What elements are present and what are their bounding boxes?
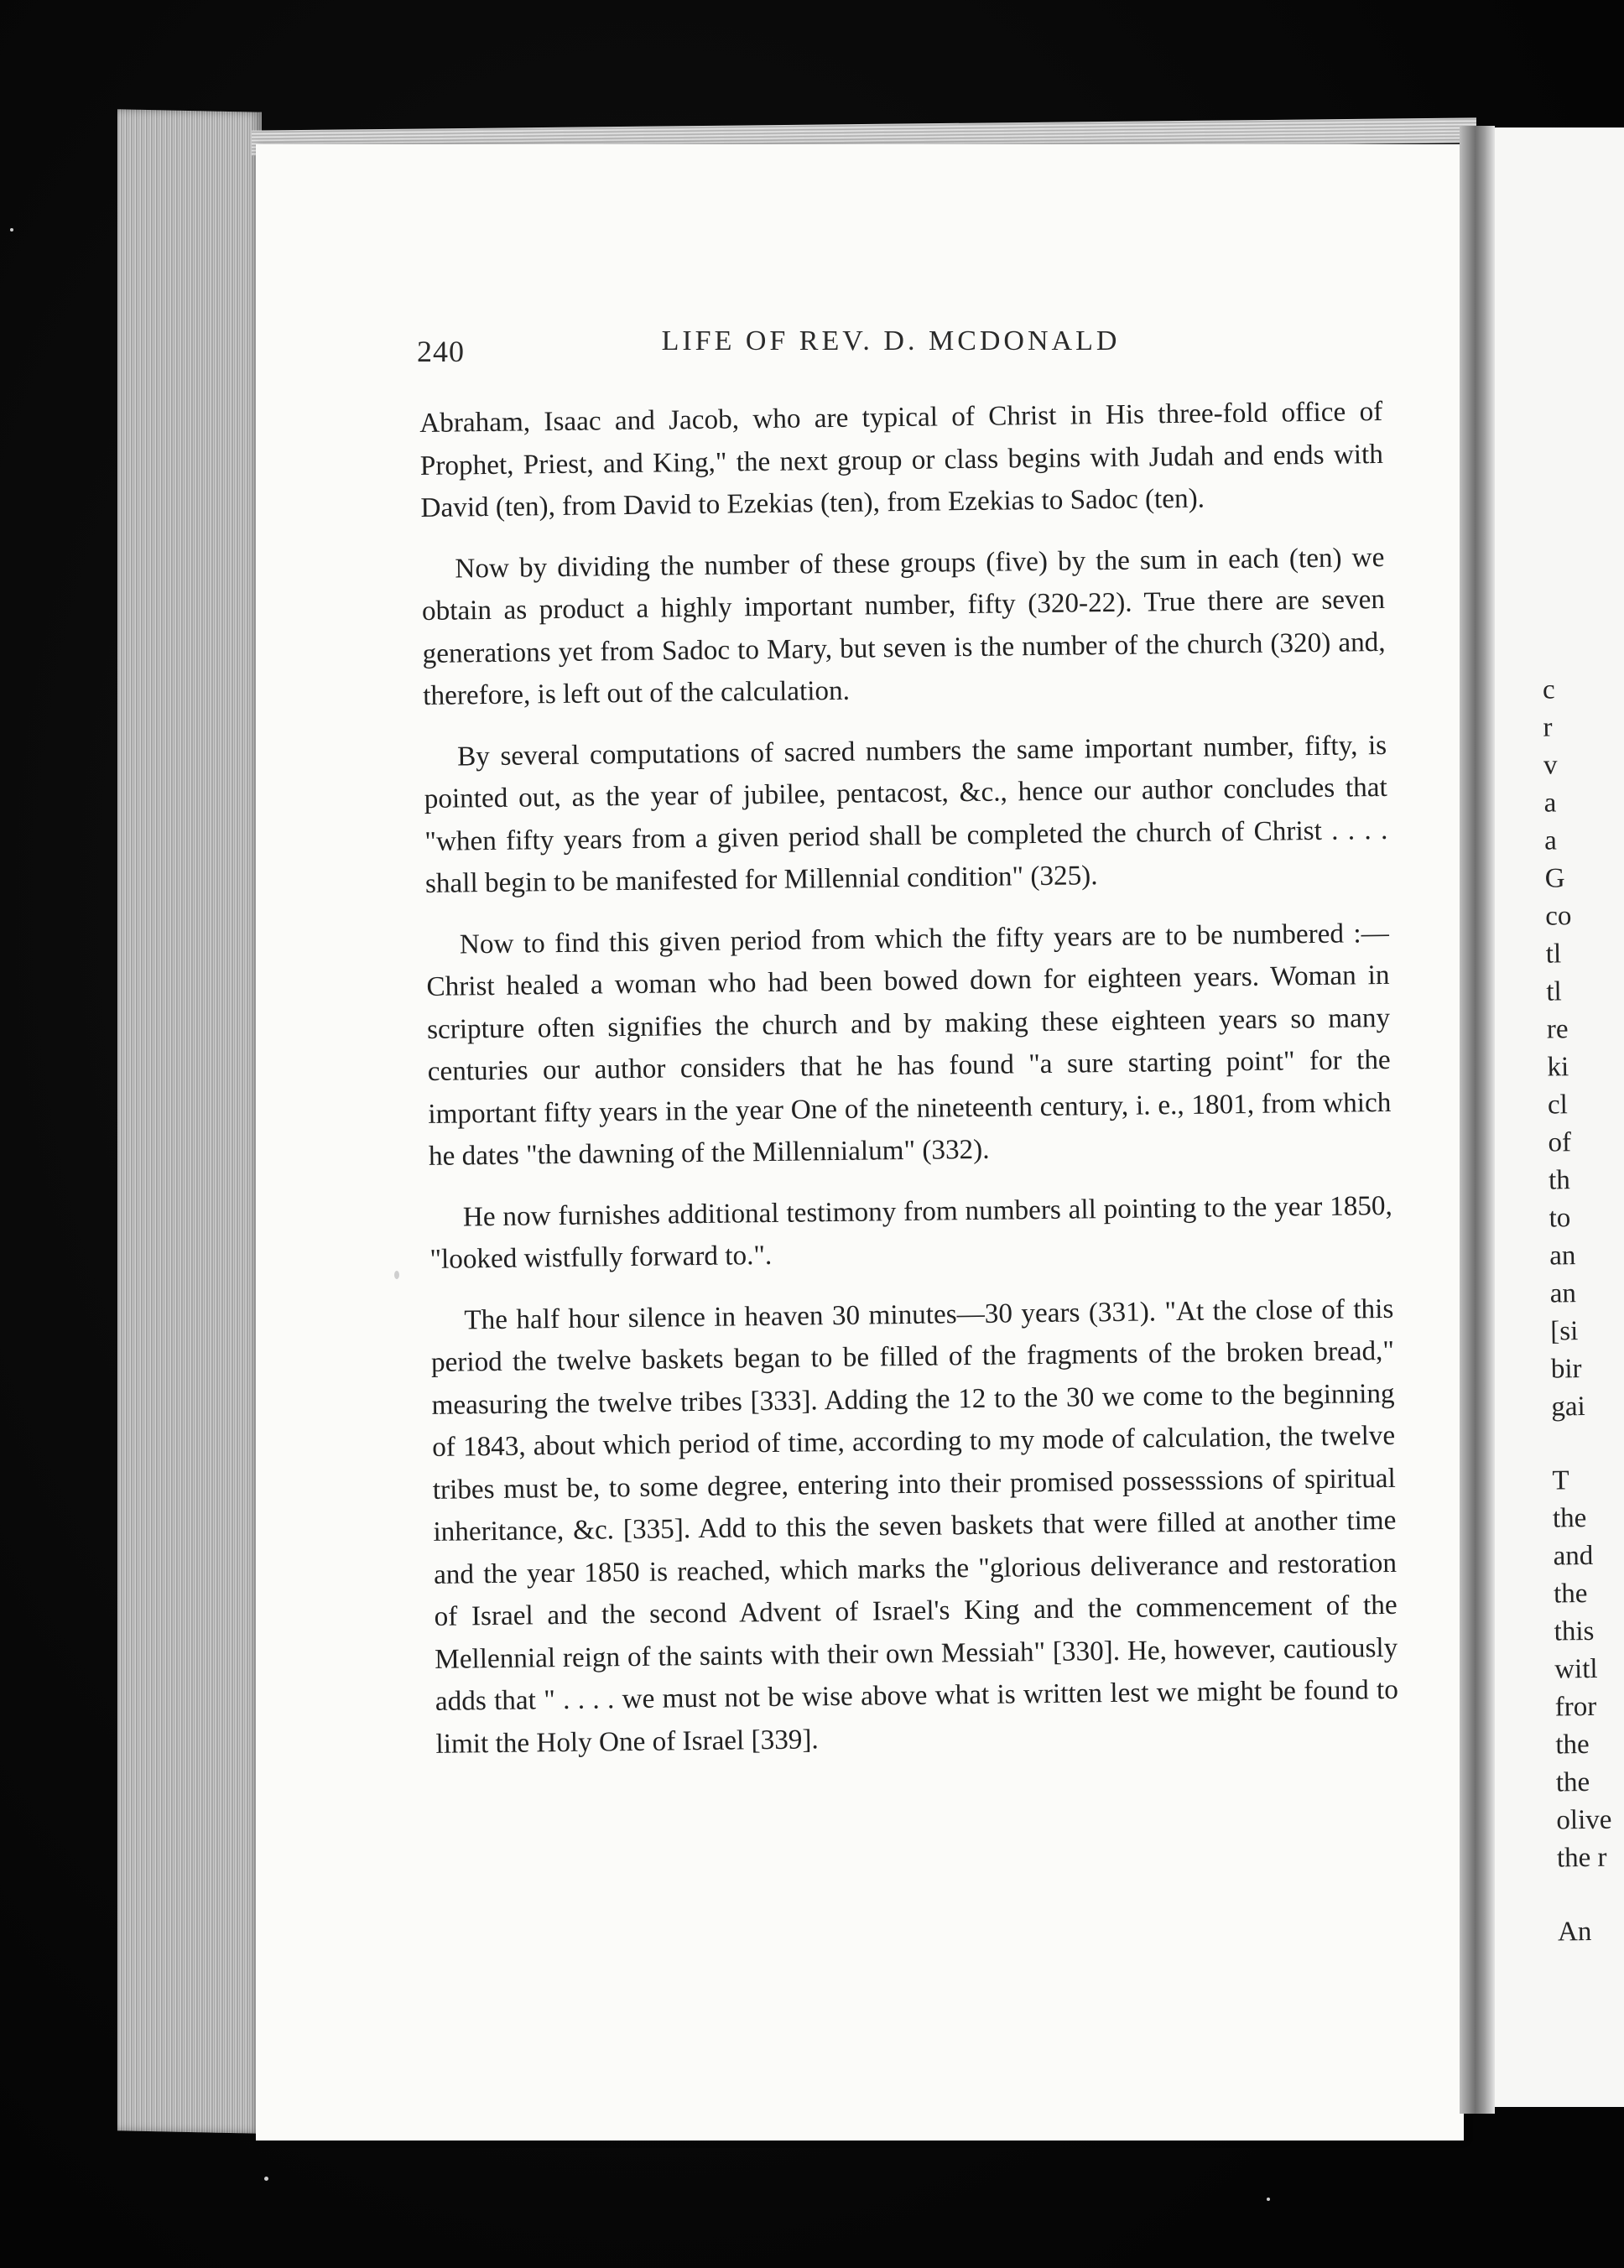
page-edges [117,109,262,2134]
right-page-fragment: of [1548,1127,1572,1158]
paragraph-gap [1552,1425,1624,1462]
page-number: 240 [417,335,465,368]
right-page-fragment: this [1554,1615,1595,1647]
right-page-fragment: cl [1547,1090,1569,1121]
right-page-fragment: [si [1550,1316,1579,1347]
right-page-fragment: ki [1547,1052,1569,1083]
running-title: LIFE OF REV. D. MCDONALD [661,325,1121,356]
right-page-fragment: the [1555,1730,1590,1761]
paragraph: The half hour silence in heaven 30 minutes—30 years (331). "At the close of this period the twelve baskets began to be filled of the fragments of the broken bread," measuring the twelve tribes [333]. Adding the 12 to the 30 we come to the beginning of 1843, about which period of time, according to my mode of calculation, the twelve tribes must be, to some degree, entering into their promised possesssions of spiritual inheritance, &c. [335]. Add to this the seven baskets that were filled at another time and the year 1850 is reached, which marks the "glorious deliverance and restoration of Israel and the second Advent of Israel's King and the commencement of the Mellennial reign of the saints with their own Messiah" [330]. He, however, cautiously adds that " . . . . we must not be wise above what is written lest we might be found to limit the Holy One of Israel [339]. [430,1293,1399,1760]
right-page-fragment: fror [1554,1691,1597,1723]
right-page-fragment: tl [1545,939,1562,970]
paragraph: By several computations of sacred numbers the same important number, fifty, is pointed out, as the year of jubilee, pentacost, &c., hence our author concludes that "when fifty years from a given period shall be completed the church of Christ . . . . shall begin to be manifested for Millennial condition" (325). [424,729,1388,899]
right-page-fragment: a [1543,788,1557,819]
right-page-fragment: th [1548,1165,1570,1196]
right-page-fragment: olive [1556,1804,1612,1836]
right-page-fragment: witl [1554,1653,1598,1685]
right-page-fragment: bir [1550,1354,1582,1385]
right-page-fragment: the [1552,1503,1587,1534]
right-page-fragment: to [1549,1203,1571,1234]
right-page-fragment: the [1555,1767,1590,1798]
right-page-fragment: r [1543,712,1553,743]
right-page-fragment: and [1553,1540,1594,1572]
paragraph: Now by dividing the number of these groups (five) by the sum in each (ten) we obtain as product a highly important number, fifty (320-22). True there are seven generations yet from Sadoc to Mary, but seven is the number of the church (320) and, therefore, is left out of the calculation. [421,541,1386,711]
right-page-fragment: co [1545,901,1572,932]
right-page-fragment: An [1557,1916,1592,1948]
right-page-fragment: re [1546,1014,1569,1045]
right-page-fragment: tl [1546,976,1562,1007]
right-page-fragment: the [1553,1579,1588,1610]
right-page-fragment: a [1543,825,1558,856]
paragraph: Abraham, Isaac and Jacob, who are typical of Christ in His three-fold office of Prophet, Priest, and King," the next group or class begins with Judah and ends with David (ten), from David to Ezekias (ten), from Ezekias to Sadoc (ten). [419,395,1384,523]
paragraph: He now furnishes additional testimony from numbers all pointing to the year 1850, "looked wistfully forward to.". [429,1189,1393,1275]
right-page-fragment: G [1544,863,1565,894]
paragraph: Now to find this given period from which the fifty years are to be numbered :—Christ healed a woman who had been bowed down for eighteen years. Woman in scripture often signifies the church and by making these eighteen years so many centuries our author considers that he has found "a sure starting point" for the important fifty years in the year One of the nineteenth century, i. e., 1801, from which he dates "the dawning of the Millennialum" (332). [426,917,1392,1172]
body-text [419,391,1399,1784]
right-page-fragment: v [1543,750,1558,781]
right-page-fragment: c [1542,674,1555,705]
right-page-fragment: the r [1556,1842,1607,1874]
paragraph-gap [1557,1876,1624,1913]
page-header [417,325,1365,376]
right-page-fragment: T [1552,1465,1569,1496]
book-gutter [1460,126,1495,2114]
right-page-fragment: an [1549,1278,1577,1309]
right-page-fragment: gai [1551,1391,1585,1423]
right-page-fragment: an [1549,1241,1576,1272]
